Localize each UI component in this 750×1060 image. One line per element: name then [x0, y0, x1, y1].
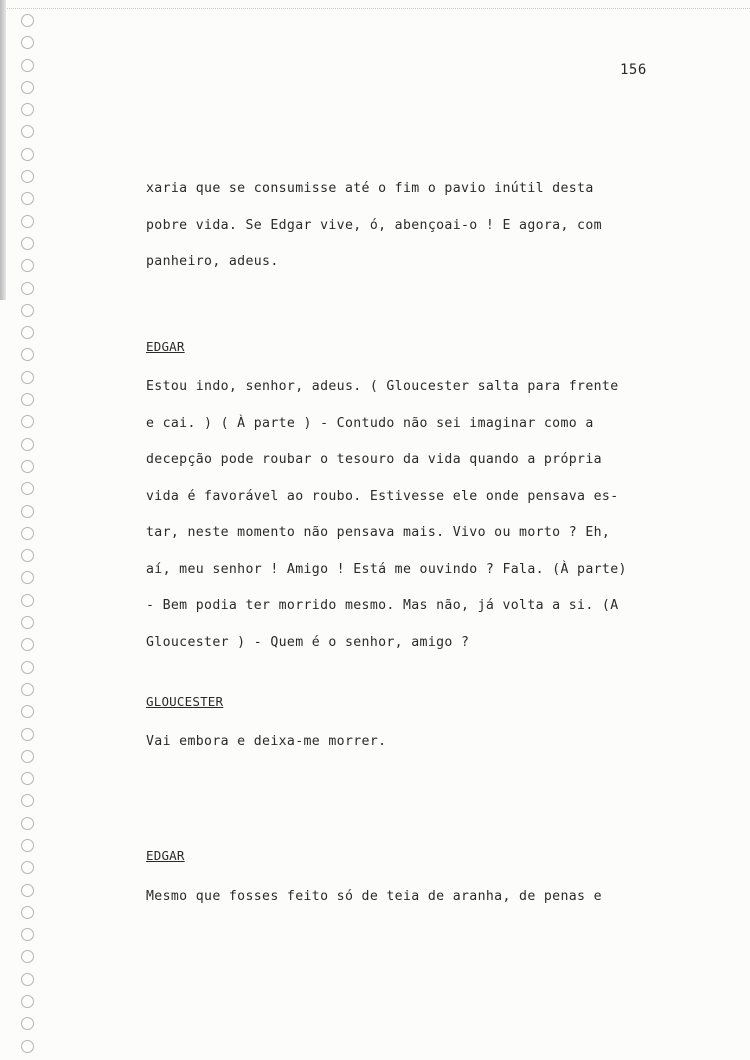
perforation-hole — [21, 460, 34, 473]
perforation-hole — [21, 549, 34, 562]
perforation-hole — [21, 683, 34, 696]
perforation-hole — [21, 728, 34, 741]
perforation-hole — [21, 950, 34, 963]
page-number: 156 — [620, 62, 647, 78]
perforation-hole — [21, 884, 34, 897]
speaker-edgar-2: EDGAR — [146, 848, 185, 863]
perforation-hole — [21, 326, 34, 339]
perforation-hole — [21, 192, 34, 205]
perforation-hole — [21, 973, 34, 986]
binding-strip — [0, 0, 6, 300]
perforation-hole — [21, 237, 34, 250]
perforation-hole — [21, 616, 34, 629]
perforation-hole — [21, 259, 34, 272]
perforation-hole — [21, 1017, 34, 1030]
perforation-hole — [21, 705, 34, 718]
speech-continuation: xaria que se consumisse até o fim o pavio inútil desta pobre vida. Se Edgar vive, ó, abençoai-o ! E agora, com panheiro, adeus. — [146, 181, 602, 269]
perforation-hole — [21, 438, 34, 451]
perforation-hole — [21, 906, 34, 919]
perforation-hole — [21, 571, 34, 584]
perforation-hole — [21, 304, 34, 317]
perforation-holes — [21, 14, 39, 1060]
perforation-hole — [21, 505, 34, 518]
perforation-hole — [21, 527, 34, 540]
perforation-hole — [21, 393, 34, 406]
perforation-hole — [21, 594, 34, 607]
perforation-hole — [21, 482, 34, 495]
perforation-hole — [21, 215, 34, 228]
speech-edgar-1: Estou indo, senhor, adeus. ( Gloucester salta para frente e cai. ) ( À parte ) - Contudo não sei imaginar como a decepção pode roubar o tesouro da vida quando a própria vida é favorável ao roubo. Estivesse ele onde pensava es- tar, neste momento não pensava mais. Vivo ou morto ? Eh, aí, meu senhor ! Amigo ! Está me ouvindo ? Fala. (À parte) - Bem podia ter morrido mesmo. Mas não, já volta a si. (A Gloucester ) - Quem é o senhor, amigo ? — [146, 379, 627, 650]
perforation-hole — [21, 371, 34, 384]
perforation-hole — [21, 861, 34, 874]
perforation-hole — [21, 750, 34, 763]
page-top-edge — [0, 0, 750, 9]
perforation-hole — [21, 794, 34, 807]
speaker-gloucester: GLOUCESTER — [146, 694, 224, 709]
perforation-hole — [21, 928, 34, 941]
perforation-hole — [21, 14, 34, 27]
perforation-hole — [21, 125, 34, 138]
perforation-hole — [21, 81, 34, 94]
perforation-hole — [21, 638, 34, 651]
speaker-edgar-1: EDGAR — [146, 339, 185, 354]
perforation-hole — [21, 1040, 34, 1053]
perforation-hole — [21, 282, 34, 295]
perforation-hole — [21, 415, 34, 428]
speech-gloucester: Vai embora e deixa-me morrer. — [146, 734, 387, 749]
perforation-hole — [21, 995, 34, 1008]
perforation-hole — [21, 103, 34, 116]
perforation-hole — [21, 170, 34, 183]
speech-edgar-2: Mesmo que fosses feito só de teia de aranha, de penas e — [146, 889, 602, 904]
perforation-hole — [21, 36, 34, 49]
perforation-hole — [21, 817, 34, 830]
perforation-hole — [21, 839, 34, 852]
perforation-hole — [21, 59, 34, 72]
perforation-hole — [21, 148, 34, 161]
perforation-hole — [21, 772, 34, 785]
perforation-hole — [21, 661, 34, 674]
perforation-hole — [21, 348, 34, 361]
